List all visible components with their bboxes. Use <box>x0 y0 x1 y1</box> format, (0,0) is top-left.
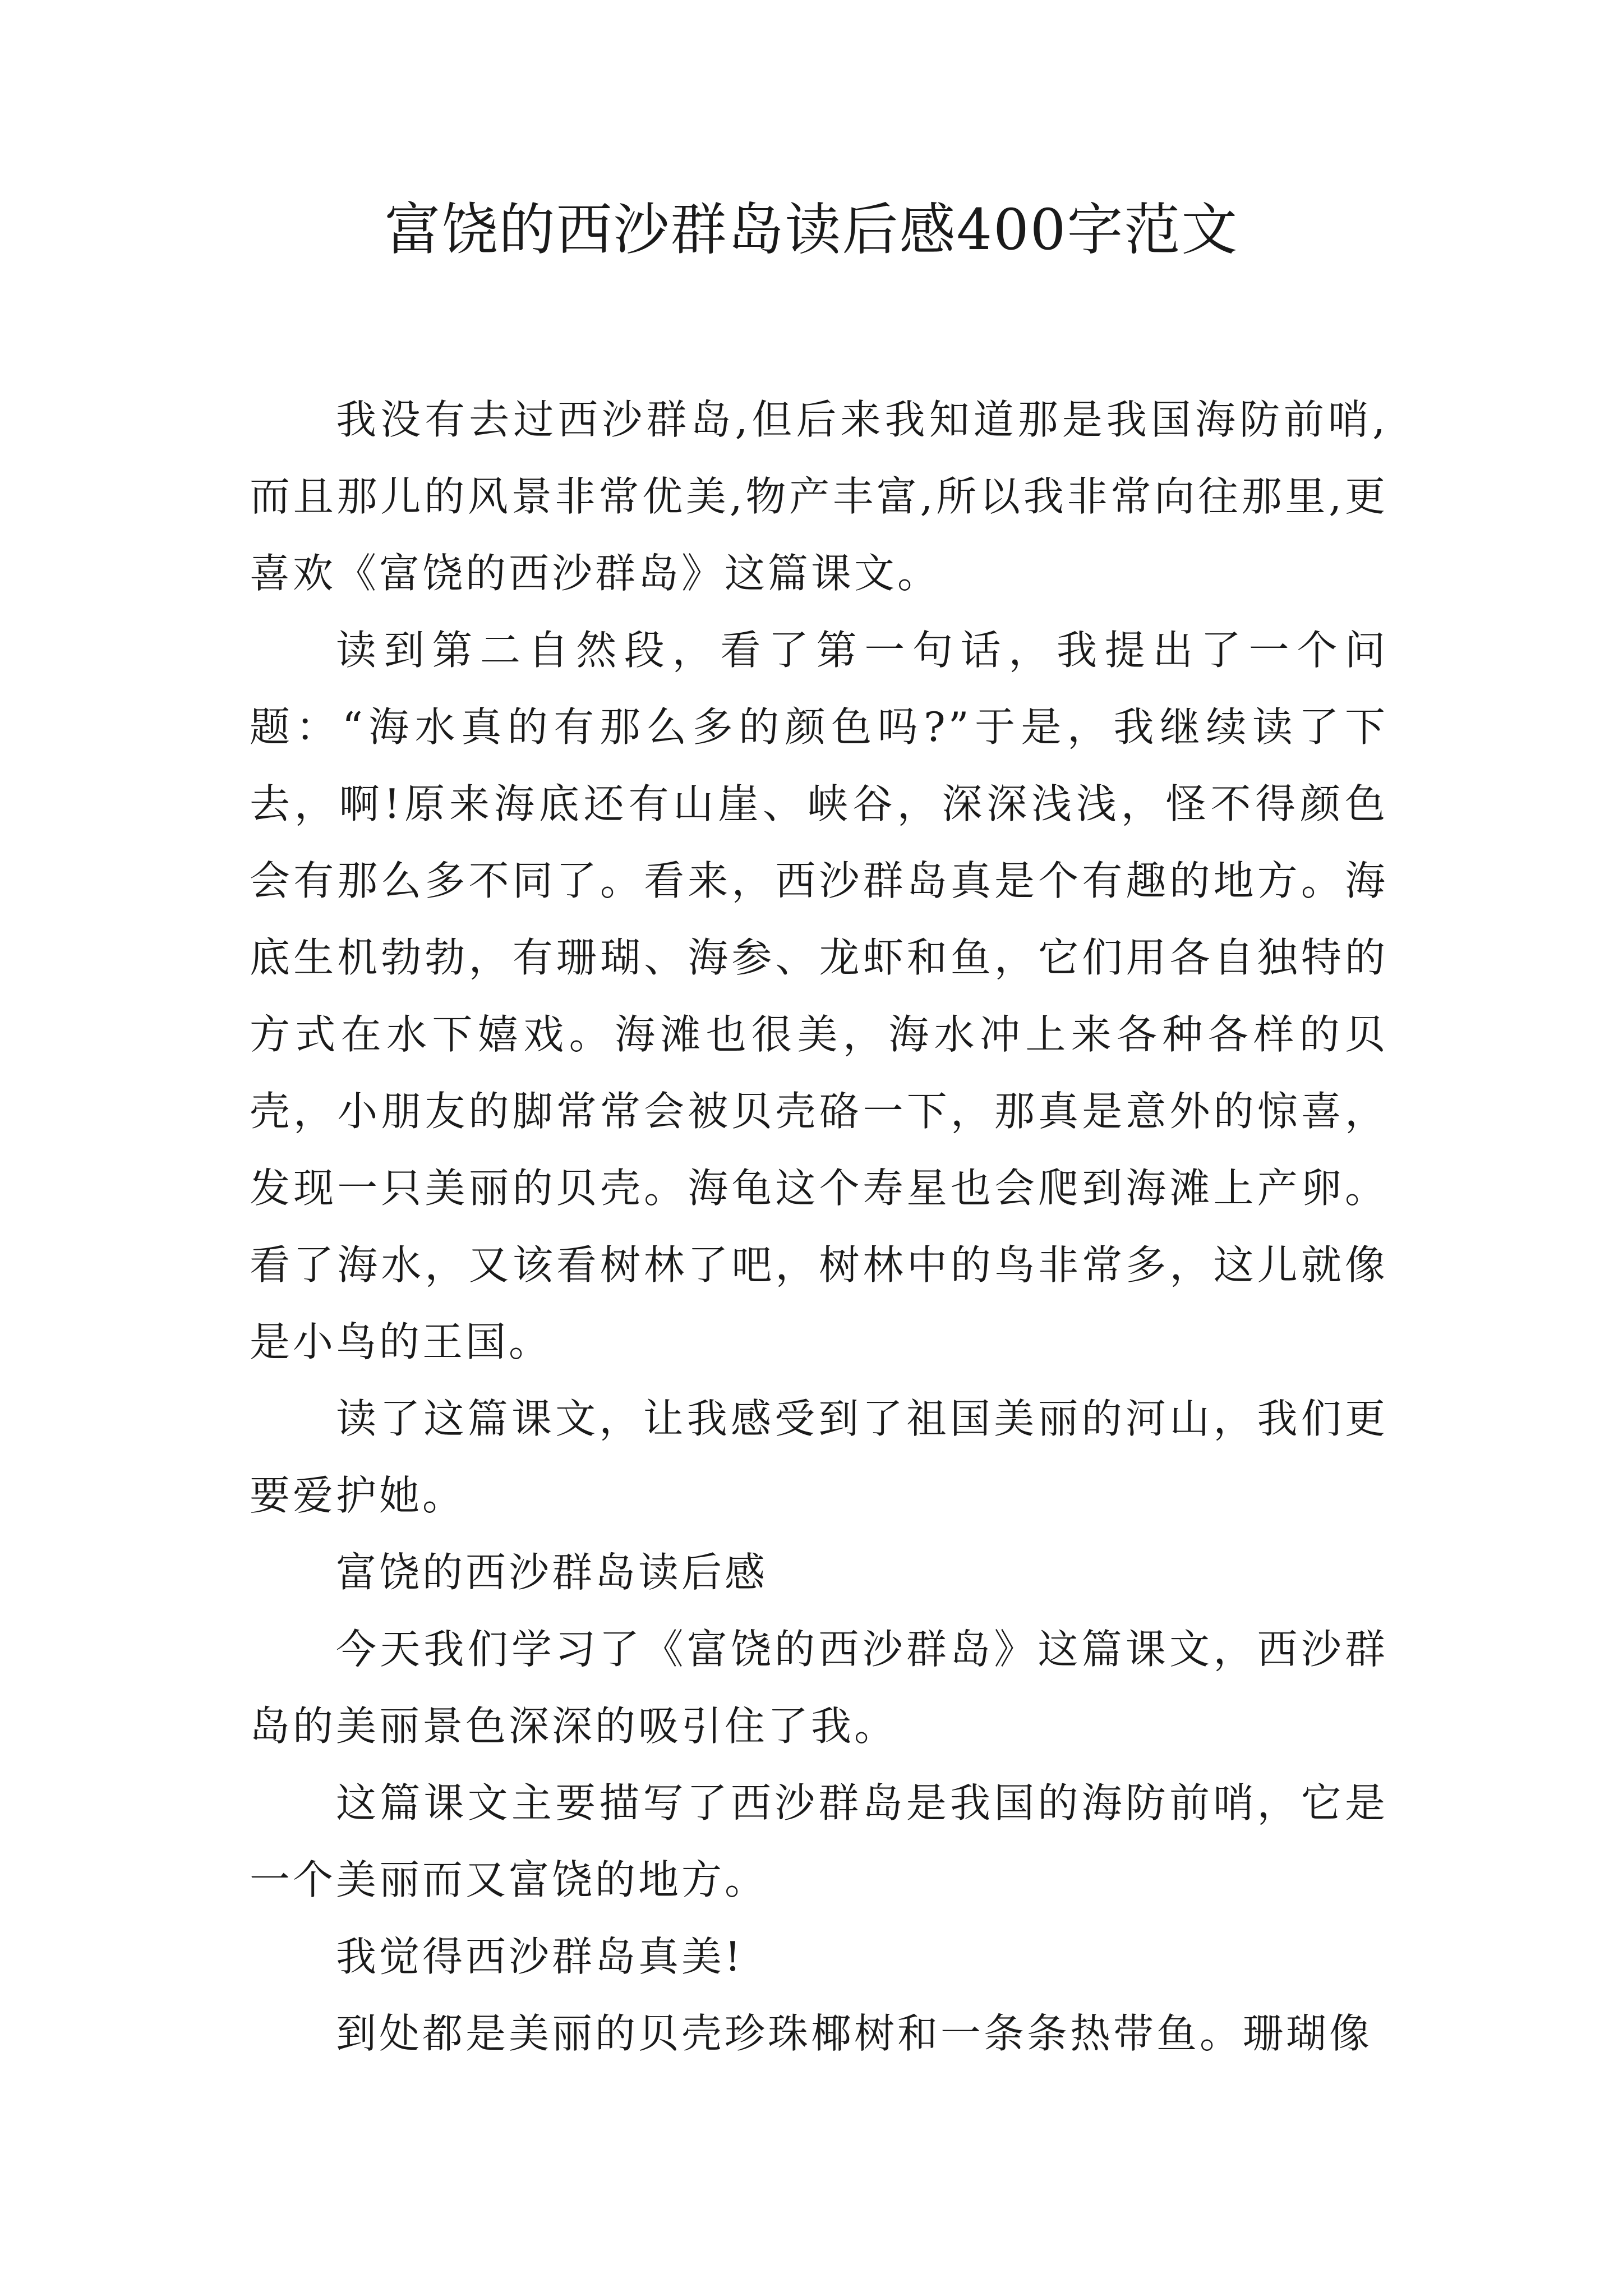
paragraph-3: 读了这篇课文，让我感受到了祖国美丽的河山，我们更要爱护她。 <box>250 1395 1388 1519</box>
paragraph-6: 我觉得西沙群岛真美! <box>336 1933 744 1980</box>
paragraph-2: 读到第二自然段，看了第一句话，我提出了一个问题：“海水真的有那么多的颜色吗?”于是，我继续读了下去，啊!原来海底还有山崖、峡谷，深深浅浅，怪不得颜色会有那么多不同了。看来，西沙群岛真是个有趣的地方。海底生机勃勃，有珊瑚、海参、龙虾和鱼，它们用各自独特的方式在水下嬉戏。海滩也很美，海水冲上来各种各样的贝壳，小朋友的脚常常会被贝壳硌一下，那真是意外的惊喜，发现一只美丽的贝壳。海龟这个寿星也会爬到海滩上产卵。看了海水，又该看树林了吧，树林中的鸟非常多，这儿就像是小鸟的王国。 <box>250 627 1388 1365</box>
section-subtitle: 富饶的西沙群岛读后感 <box>336 1549 768 1596</box>
document-title: 富饶的西沙群岛读后感400字范文 <box>384 197 1239 263</box>
paragraph-4: 今天我们学习了《富饶的西沙群岛》这篇课文，西沙群岛的美丽景色深深的吸引住了我。 <box>250 1626 1388 1750</box>
paragraph-5: 这篇课文主要描写了西沙群岛是我国的海防前哨，它是一个美丽而又富饶的地方。 <box>250 1779 1388 1903</box>
document-body <box>250 381 1388 2072</box>
paragraph-7: 到处都是美丽的贝壳珍珠椰树和一条条热带鱼。珊瑚像 <box>336 2010 1373 2057</box>
paragraph-1: 我没有去过西沙群岛,但后来我知道那是我国海防前哨,而且那儿的风景非常优美,物产丰富,所以我非常向往那里,更喜欢《富饶的西沙群岛》这篇课文。 <box>250 396 1388 597</box>
